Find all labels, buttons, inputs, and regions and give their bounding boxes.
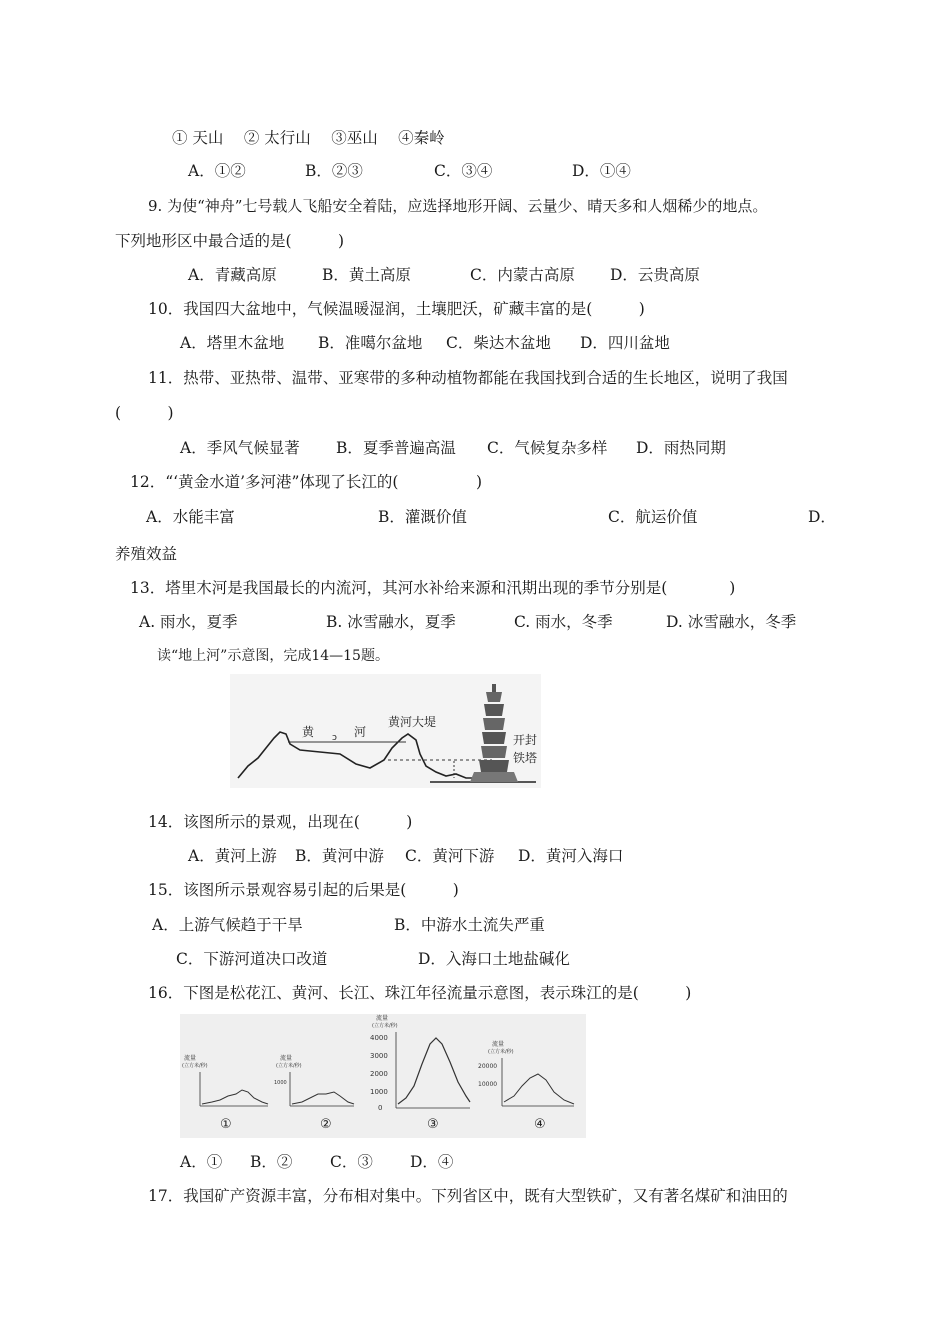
runoff-panel-3 — [370, 1014, 470, 1132]
q16-option-a: A．① — [180, 1153, 223, 1171]
q11-option-b: B．夏季普遍高温 — [336, 439, 456, 457]
q10-option-b: B．准噶尔盆地 — [318, 334, 423, 352]
label-huang: 黄 — [302, 725, 315, 739]
panel2-curve — [292, 1092, 354, 1104]
panel3-ytick-4000: 4000 — [370, 1034, 388, 1042]
q15-stem: 15．该图所示景观容易引起的后果是( ) — [148, 881, 459, 899]
q16-stem: 16．下图是松花江、黄河、长江、珠江年径流量示意图，表示珠江的是( ) — [148, 984, 692, 1002]
panel1-unit-title: 流量 — [184, 1055, 197, 1062]
q12-option-a: A．水能丰富 — [146, 508, 235, 526]
label-arrow-glyph: ↄ — [332, 733, 337, 743]
label-he: 河 — [354, 725, 367, 739]
q15-option-b: B．中游水土流失严重 — [394, 916, 545, 934]
figure-runoff-charts — [180, 1014, 586, 1138]
q10-option-c: C．柴达木盆地 — [446, 334, 551, 352]
q8-option-c: C．③④ — [434, 162, 493, 180]
panel4-ytick-20000: 20000 — [478, 1063, 498, 1070]
elevated-river-diagram — [230, 674, 541, 788]
panel2-number: ② — [320, 1117, 332, 1132]
q8-option-d: D．①④ — [572, 162, 631, 180]
label-levee: 黄河大堤 — [388, 715, 437, 729]
q12-option-c: C．航运价值 — [608, 508, 698, 526]
panel4-ytick-10000: 10000 — [478, 1081, 498, 1088]
q14-option-c: C．黄河下游 — [405, 847, 495, 865]
q13-option-a: A. 雨水，夏季 — [139, 613, 238, 631]
q12-stem: 12．“‘黄金水道’多河港”体现了长江的( ) — [130, 473, 483, 491]
q8-items: ① 天山 ② 太行山 ③巫山 ④秦岭 — [172, 129, 445, 147]
q14-option-a: A．黄河上游 — [188, 847, 277, 865]
q10-option-d: D．四川盆地 — [580, 334, 670, 352]
panel1-unit: (立方米/秒) — [182, 1063, 208, 1069]
runoff-panel-1 — [182, 1054, 268, 1132]
panel3-curve — [398, 1038, 470, 1104]
q13-option-b: B. 冰雪融水，夏季 — [326, 613, 456, 631]
panel4-number: ④ — [534, 1117, 546, 1132]
panel4-unit: (立方米/秒) — [488, 1049, 514, 1055]
q12-option-d: D． — [808, 508, 836, 526]
q9-option-b: B．黄土高原 — [322, 266, 411, 284]
panel2-unit-title: 流量 — [280, 1055, 293, 1062]
panel3-ytick-2000: 2000 — [370, 1070, 388, 1078]
runoff-charts-svg — [180, 1014, 586, 1138]
panel3-ytick-3000: 3000 — [370, 1052, 388, 1060]
q8-option-a: A．①② — [188, 162, 246, 180]
panel1-number: ① — [220, 1117, 232, 1132]
q14-option-d: D．黄河入海口 — [518, 847, 624, 865]
q11-option-c: C．气候复杂多样 — [487, 439, 608, 457]
panel3-number: ③ — [427, 1117, 439, 1132]
panel3-ytick-0: 0 — [378, 1104, 383, 1112]
runoff-panel-4 — [478, 1040, 574, 1132]
panel2-unit: (立方米/秒) — [276, 1063, 302, 1069]
panel4-unit-title: 流量 — [492, 1041, 505, 1048]
panel1-curve — [202, 1090, 268, 1104]
q9-option-d: D．云贵高原 — [610, 266, 700, 284]
intro-14-15: 读“地上河”示意图，完成14—15题。 — [157, 648, 389, 664]
q17-stem: 17．我国矿产资源丰富，分布相对集中。下列省区中，既有大型铁矿，又有著名煤矿和油田的 — [148, 1187, 788, 1205]
q10-stem: 10．我国四大盆地中，气候温暖湿润，土壤肥沃，矿藏丰富的是( ) — [148, 300, 645, 318]
q12-option-b: B．灌溉价值 — [378, 508, 467, 526]
q10-option-a: A．塔里木盆地 — [180, 334, 285, 352]
panel4-curve — [504, 1074, 574, 1104]
label-tieta: 铁塔 — [513, 751, 538, 765]
q9-stem: 9. 为使“神舟”七号载人飞船安全着陆，应选择地形开阔、云量少、晴天多和人烟稀少的地点。 — [148, 197, 768, 215]
q15-option-a: A．上游气候趋于干旱 — [152, 916, 303, 934]
figure-elevated-river — [230, 674, 541, 788]
pagoda-icon — [470, 684, 518, 782]
q11-option-a: A．季风气候显著 — [180, 439, 300, 457]
q16-option-d: D．④ — [410, 1153, 454, 1171]
q16-option-b: B．② — [250, 1153, 293, 1171]
label-kaifeng: 开封 — [513, 733, 538, 747]
q9-option-a: A．青藏高原 — [188, 266, 277, 284]
q13-option-c: C. 雨水，冬季 — [514, 613, 613, 631]
runoff-panel-2 — [274, 1054, 354, 1132]
q11-stem-cont: ( ) — [115, 404, 174, 422]
q15-option-d: D．入海口土地盐碱化 — [418, 950, 570, 968]
q15-option-c: C．下游河道决口改道 — [176, 950, 328, 968]
q14-option-b: B．黄河中游 — [295, 847, 384, 865]
q16-option-c: C．③ — [330, 1153, 373, 1171]
q9-option-c: C．内蒙古高原 — [470, 266, 575, 284]
q11-option-d: D．雨热同期 — [636, 439, 726, 457]
q13-stem: 13．塔里木河是我国最长的内流河，其河水补给来源和汛期出现的季节分别是( ) — [130, 579, 736, 597]
q12-option-d-cont: 养殖效益 — [115, 545, 178, 563]
q9-stem-cont: 下列地形区中最合适的是( ) — [115, 232, 345, 250]
panel3-unit-title: 流量 — [376, 1015, 389, 1022]
q13-option-d: D. 冰雪融水，冬季 — [666, 613, 797, 631]
q8-option-b: B．②③ — [305, 162, 363, 180]
q11-stem: 11．热带、亚热带、温带、亚寒带的多种动植物都能在我国找到合适的生长地区，说明了我国 — [148, 369, 788, 387]
panel2-ytick: 1000 — [274, 1080, 287, 1086]
panel3-unit: (立方米/秒) — [372, 1023, 398, 1029]
q14-stem: 14．该图所示的景观，出现在( ) — [148, 813, 413, 831]
panel3-ytick-1000: 1000 — [370, 1088, 388, 1096]
